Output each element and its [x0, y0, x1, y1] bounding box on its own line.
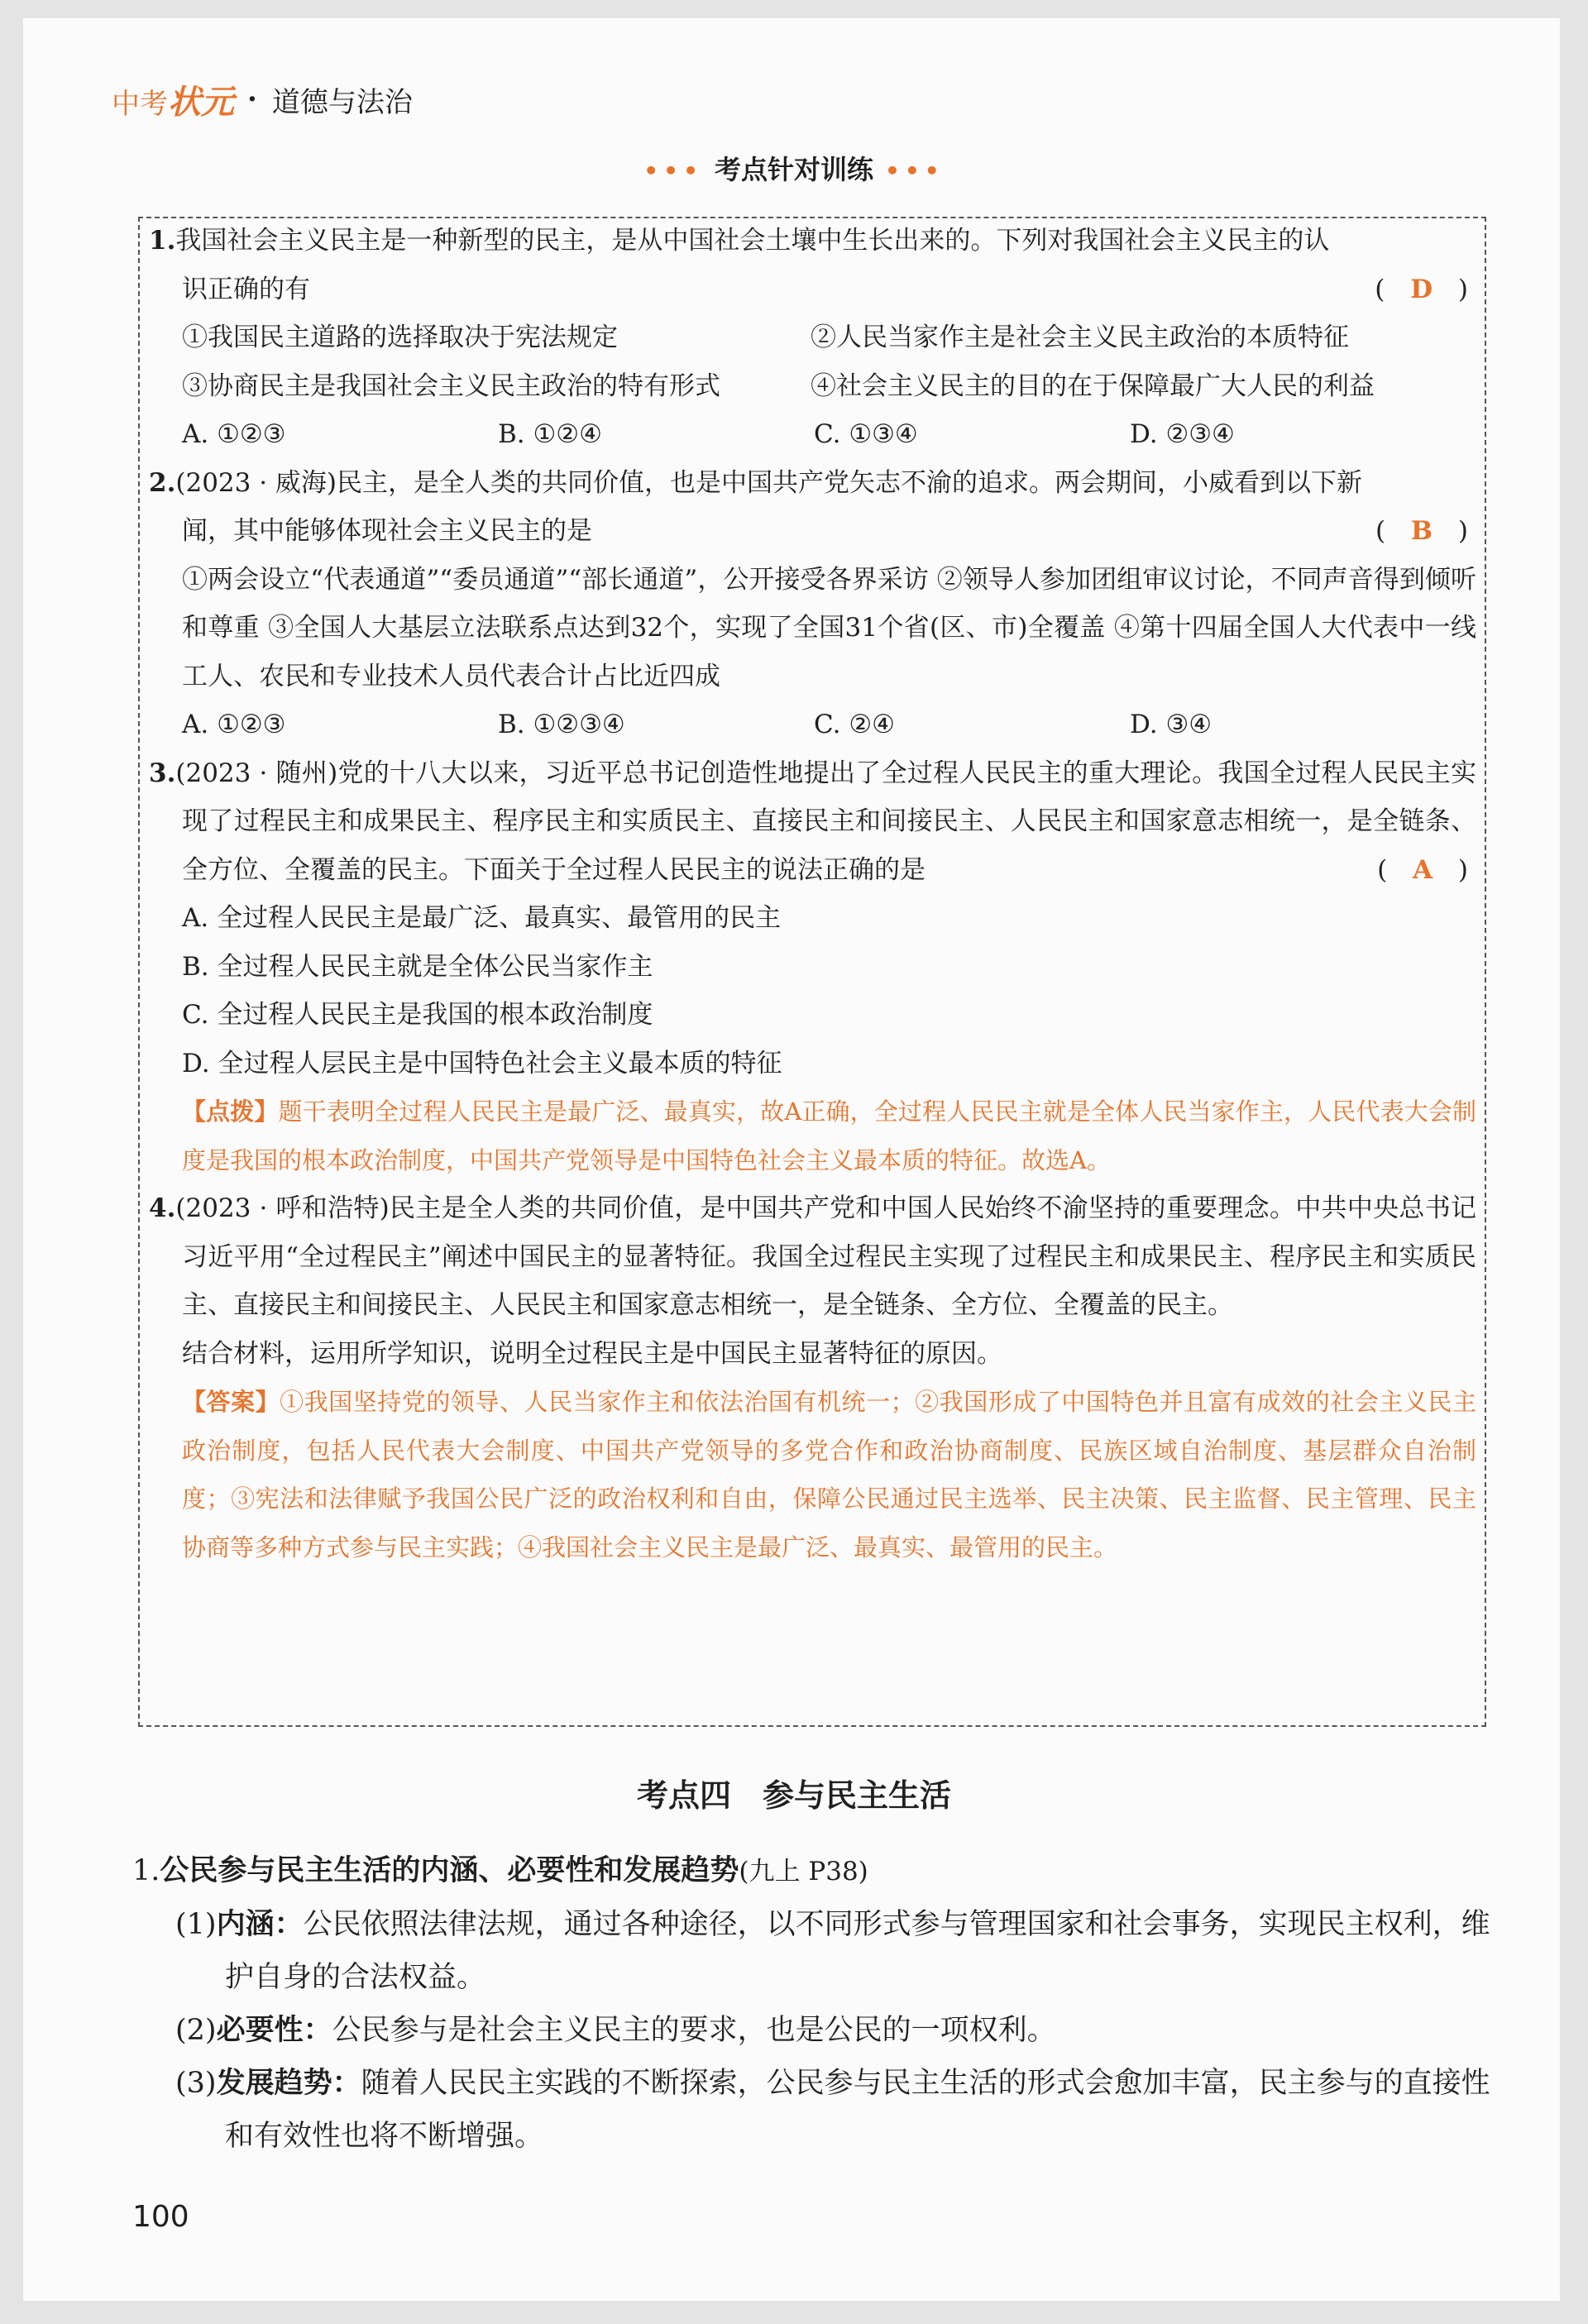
kp4-title: 考点四 参与民主生活 — [636, 1777, 951, 1814]
options: A. ①②③ B. ①②③④ C. ②④ D. ③④ — [182, 710, 1213, 739]
hint: 【点拨】题干表明全过程人民民主是最广泛、最真实，故A正确，全过程人民民主就是全体人民当家作主，人民代表大会制度是我国的根本政治制度，中国共产党领导是中国特色社会主义最本质的特征。故选A。 — [182, 1097, 1476, 1174]
question-3: 3.(2023 · 随州)党的十八大以来，习近平总书记创造性地提出了全过程人民民主的重大理论。我国全过程人民民主实现了过程民主和成果民主、程序民主和实质民主、直接民主和间接民主、人民民主和国家意志相统一，是全链条、全方位、全覆盖的民主。下面关于全过程人民民主的说法正确的是 ( A ) A. 全过程人民民主是最广泛、最真实、最管用的民主 B. 全过程人民民主就是全体公民当家作主 C. 全过程人民民主是我国的根本政治制度 D. 全过程人层民主是中国特色社会主义最本质的特征 【点拨】题干表明全过程人民民主是最广泛、最真实，故A正确，全过程人民民主就是全体人民当家作主，人民代表大会制度是我国的根本政治制度，中国共产党领导是中国特色社会主义最本质的特征。故选A。 — [149, 749, 1476, 1185]
kp4-point-3: (3)发展趋势：随着人民民主实践的不断探索，公民参与民主生活的形式会愈加丰富，民主参与的直接性和有效性也将不断增强。 — [175, 2067, 1490, 2153]
exercise-list — [149, 217, 1476, 1571]
kp4-content: 1.公民参与民主生活的内涵、必要性和发展趋势(九上 P38) (1)内涵：公民依照法律法规，通过各种途径，以不同形式参与管理国家和社会事务，实现民主权利，维护自身的合法权益。 (2)必要性：公民参与是社会主义民主的要求，也是公民的一项权利。 (3)发展趋势：随着人民民主实践的不断探索，公民参与民主生活的形式会愈加丰富，民主参与的直接性和有效性也将不断增强。 — [132, 1844, 1497, 2163]
answer-text: 【答案】①我国坚持党的领导、人民当家作主和依法治国有机统一；②我国形成了中国特色并且富有成效的社会主义民主政治制度，包括人民代表大会制度、中国共产党领导的多党合作和政治协商制度、民族区域自治制度、基层群众自治制度；③宪法和法律赋予我国公民广泛的政治权利和自由，保障公民通过民主选举、民主决策、民主监督、民主管理、民主协商等多种方式参与民主实践；④我国社会主义民主是最广泛、最真实、最管用的民主。 — [182, 1388, 1476, 1561]
header-dot: · — [247, 83, 257, 116]
question-4: 4.(2023 · 呼和浩特)民主是全人类的共同价值，是中国共产党和中国人民始终不渝坚持的重要理念。中共中央总书记习近平用“全过程民主”阐述中国民主的显著特征。我国全过程民主实现了过程民主和成果民主、程序民主和实质民主、直接民主和间接民主、人民民主和国家意志相统一，是全链条、全方位、全覆盖的民主。 结合材料，运用所学知识，说明全过程民主是中国民主显著特征的原因。 【答案】①我国坚持党的领导、人民当家作主和依法治国有机统一；②我国形成了中国特色并且富有成效的社会主义民主政治制度，包括人民代表大会制度、中国共产党领导的多党合作和政治协商制度、民族区域自治制度、基层群众自治制度；③宪法和法律赋予我国公民广泛的政治权利和自由，保障公民通过民主选举、民主决策、民主监督、民主管理、民主协商等多种方式参与民主实践；④我国社会主义民主是最广泛、最真实、最管用的民主。 — [149, 1184, 1476, 1571]
page-number: 100 — [132, 2200, 189, 2234]
question-2: 2.(2023 · 威海)民主，是全人类的共同价值，也是中国共产党矢志不渝的追求。两会期间，小威看到以下新 闻，其中能够体现社会主义民主的是 ( B ) ①两会设立“代表通道”“委员通道”“部长通道”，公开接受各界采访 ②领导人参加团组审议讨论，不同声音得到倾听和尊重 ③全国人大基层立法联系点达到32个，实现了全国31个省(区、市)全覆盖 ④第十四届全国人大代表中一线工人、农民和专业技术人员代表合计占比近四成 A. ①②③ B. ①②③④ C. ②④ D. ③④ — [149, 459, 1476, 749]
answer-badge: ( D ) — [1375, 274, 1476, 304]
header — [112, 76, 413, 122]
brand-logo: 中考状元 — [112, 82, 234, 122]
options: A. ①②③ B. ①②④ C. ①③④ D. ②③④ — [182, 419, 1235, 449]
answer-badge: ( A ) — [1377, 854, 1476, 885]
subject-title: 道德与法治 — [271, 85, 413, 119]
answer-badge: ( B ) — [1375, 516, 1476, 546]
question-1: 1.我国社会主义民主是一种新型的民主，是从中国社会土壤中生长出来的。下列对我国社会主义民主的认 识正确的有 ( D ) ①我国民主道路的选择取决于宪法规定 ②人民当家作主是社会主义民主政治的本质特征 ③协商民主是我国社会主义民主政治的特有形式 ④社会主义民主的目的在于保障最广大人民的利益 A. ①②③ B. ①②④ C. ①③④ D. ②③④ — [149, 217, 1476, 459]
kp4-point-2: (2)必要性：公民参与是社会主义民主的要求，也是公民的一项权利。 — [175, 2014, 1056, 2047]
kp4-point-1: (1)内涵：公民依照法律法规，通过各种途径，以不同形式参与管理国家和社会事务，实现民主权利，维护自身的合法权益。 — [175, 1908, 1490, 1994]
section-title: ••• 考点针对训练 ••• — [643, 154, 945, 185]
